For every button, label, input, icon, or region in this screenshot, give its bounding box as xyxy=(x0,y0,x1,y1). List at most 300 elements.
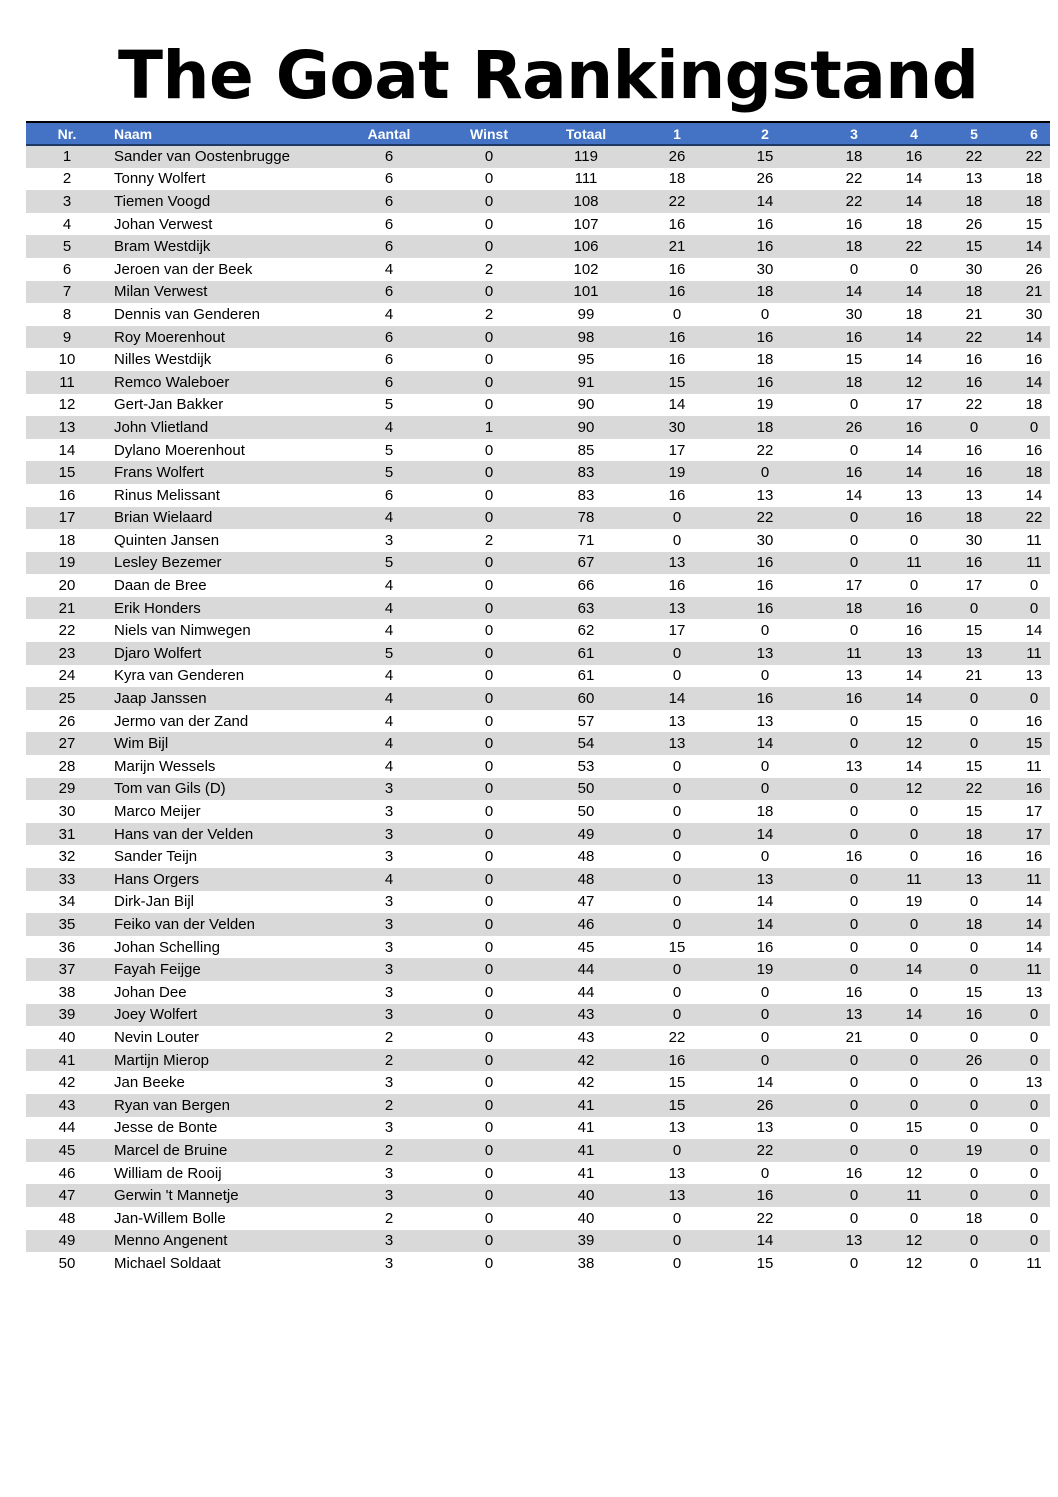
table-row xyxy=(26,597,1050,620)
cell-winst: 0 xyxy=(484,464,494,482)
cell-round-1: 13 xyxy=(668,1164,686,1182)
cell-naam: Niels van Nimwegen xyxy=(114,622,251,640)
cell-round-4: 12 xyxy=(905,780,923,798)
cell-round-6: 17 xyxy=(1025,803,1043,821)
cell-round-4: 14 xyxy=(905,441,923,459)
cell-round-2: 14 xyxy=(756,825,774,843)
cell-round-4: 0 xyxy=(909,260,919,278)
table-row xyxy=(26,461,1050,484)
cell-round-5: 15 xyxy=(965,803,983,821)
cell-round-1: 16 xyxy=(668,260,686,278)
cell-naam: Tom van Gils (D) xyxy=(114,780,226,798)
cell-round-1: 22 xyxy=(668,192,686,210)
cell-winst: 0 xyxy=(484,667,494,685)
cell-naam: Jesse de Bonte xyxy=(114,1119,218,1137)
cell-round-3: 0 xyxy=(849,1074,859,1092)
cell-totaal: 106 xyxy=(573,238,599,256)
cell-naam: Remco Waleboer xyxy=(114,373,230,391)
cell-totaal: 45 xyxy=(577,938,595,956)
cell-round-2: 19 xyxy=(756,396,774,414)
cell-aantal: 6 xyxy=(384,283,394,301)
cell-aantal: 3 xyxy=(384,780,394,798)
cell-totaal: 101 xyxy=(573,283,599,301)
cell-round-6: 0 xyxy=(1029,690,1039,708)
cell-winst: 0 xyxy=(484,1254,494,1272)
cell-round-2: 0 xyxy=(760,1051,770,1069)
cell-round-1: 13 xyxy=(668,1119,686,1137)
cell-round-3: 13 xyxy=(845,757,863,775)
cell-round-6: 21 xyxy=(1025,283,1043,301)
cell-nr: 45 xyxy=(58,1141,76,1159)
cell-nr: 21 xyxy=(58,599,76,617)
cell-round-6: 18 xyxy=(1025,396,1043,414)
cell-round-6: 14 xyxy=(1025,938,1043,956)
cell-round-5: 30 xyxy=(965,260,983,278)
cell-aantal: 3 xyxy=(384,848,394,866)
table-row xyxy=(26,710,1050,733)
cell-round-3: 26 xyxy=(845,418,863,436)
cell-round-4: 16 xyxy=(905,148,923,166)
cell-round-6: 26 xyxy=(1025,260,1043,278)
table-row xyxy=(26,348,1050,371)
cell-round-2: 14 xyxy=(756,893,774,911)
cell-aantal: 3 xyxy=(384,1187,394,1205)
cell-round-1: 16 xyxy=(668,1051,686,1069)
table-row xyxy=(26,258,1050,281)
cell-round-1: 13 xyxy=(668,712,686,730)
cell-winst: 0 xyxy=(484,893,494,911)
cell-winst: 0 xyxy=(484,1028,494,1046)
cell-round-5: 22 xyxy=(965,780,983,798)
cell-round-5: 30 xyxy=(965,531,983,549)
cell-winst: 0 xyxy=(484,396,494,414)
cell-totaal: 41 xyxy=(577,1119,595,1137)
cell-round-1: 0 xyxy=(672,870,682,888)
cell-round-3: 16 xyxy=(845,464,863,482)
cell-round-3: 0 xyxy=(849,961,859,979)
column-header-naam: Naam xyxy=(108,122,338,145)
cell-round-4: 16 xyxy=(905,509,923,527)
cell-nr: 27 xyxy=(58,735,76,753)
cell-totaal: 41 xyxy=(577,1096,595,1114)
column-header-winst: Winst xyxy=(440,122,538,145)
cell-round-3: 22 xyxy=(845,192,863,210)
cell-round-4: 0 xyxy=(909,983,919,1001)
cell-round-1: 13 xyxy=(668,735,686,753)
cell-totaal: 50 xyxy=(577,803,595,821)
cell-nr: 16 xyxy=(58,486,76,504)
cell-round-1: 0 xyxy=(672,644,682,662)
cell-totaal: 90 xyxy=(577,396,595,414)
cell-round-4: 0 xyxy=(909,803,919,821)
cell-naam: Dirk-Jan Bijl xyxy=(114,893,195,911)
cell-round-4: 11 xyxy=(906,1187,922,1205)
cell-totaal: 61 xyxy=(577,644,595,662)
cell-winst: 0 xyxy=(484,961,494,979)
cell-nr: 28 xyxy=(58,757,76,775)
cell-totaal: 39 xyxy=(577,1232,595,1250)
cell-totaal: 78 xyxy=(577,509,595,527)
cell-nr: 14 xyxy=(58,441,76,459)
cell-round-6: 16 xyxy=(1025,780,1043,798)
cell-nr: 38 xyxy=(58,983,76,1001)
cell-round-2: 0 xyxy=(760,622,770,640)
cell-round-1: 0 xyxy=(672,915,682,933)
table-row xyxy=(26,574,1050,597)
cell-round-1: 21 xyxy=(668,238,686,256)
cell-round-3: 16 xyxy=(845,215,863,233)
cell-naam: Johan Verwest xyxy=(114,215,213,233)
cell-round-6: 0 xyxy=(1029,599,1039,617)
cell-totaal: 42 xyxy=(577,1051,595,1069)
cell-round-4: 12 xyxy=(905,1232,923,1250)
cell-nr: 40 xyxy=(58,1028,76,1046)
cell-aantal: 4 xyxy=(384,577,394,595)
cell-aantal: 3 xyxy=(384,803,394,821)
cell-round-1: 0 xyxy=(672,1209,682,1227)
cell-aantal: 4 xyxy=(384,757,394,775)
cell-round-4: 18 xyxy=(905,305,923,323)
column-header-round-5: 5 xyxy=(930,122,1018,145)
cell-round-2: 22 xyxy=(756,509,774,527)
cell-nr: 8 xyxy=(62,305,72,323)
cell-round-1: 16 xyxy=(668,215,686,233)
cell-winst: 0 xyxy=(484,1141,494,1159)
cell-naam: Kyra van Genderen xyxy=(114,667,245,685)
cell-round-4: 12 xyxy=(905,373,923,391)
cell-naam: Djaro Wolfert xyxy=(114,644,202,662)
cell-totaal: 47 xyxy=(577,893,595,911)
cell-naam: Jan-Willem Bolle xyxy=(114,1209,226,1227)
cell-nr: 36 xyxy=(58,938,76,956)
cell-round-4: 15 xyxy=(905,712,923,730)
cell-round-2: 30 xyxy=(756,260,774,278)
cell-totaal: 44 xyxy=(577,961,595,979)
cell-round-2: 15 xyxy=(756,1254,774,1272)
table-row xyxy=(26,891,1050,914)
cell-round-4: 14 xyxy=(905,170,923,188)
cell-aantal: 3 xyxy=(384,1006,394,1024)
cell-aantal: 3 xyxy=(384,1074,394,1092)
cell-round-2: 13 xyxy=(756,870,774,888)
cell-round-3: 16 xyxy=(845,983,863,1001)
cell-aantal: 4 xyxy=(384,599,394,617)
cell-round-4: 16 xyxy=(905,418,923,436)
cell-round-3: 13 xyxy=(845,667,863,685)
cell-winst: 0 xyxy=(484,825,494,843)
cell-naam: Hans van der Velden xyxy=(114,825,254,843)
cell-totaal: 99 xyxy=(577,305,595,323)
cell-round-1: 15 xyxy=(668,373,686,391)
cell-aantal: 5 xyxy=(384,441,394,459)
cell-winst: 0 xyxy=(484,215,494,233)
cell-round-6: 17 xyxy=(1025,825,1043,843)
cell-round-3: 0 xyxy=(849,622,859,640)
cell-round-4: 18 xyxy=(905,215,923,233)
cell-round-1: 15 xyxy=(668,1096,686,1114)
cell-round-2: 18 xyxy=(756,418,774,436)
cell-totaal: 91 xyxy=(577,373,595,391)
cell-nr: 47 xyxy=(58,1187,76,1205)
cell-winst: 0 xyxy=(484,599,494,617)
cell-round-1: 17 xyxy=(668,441,686,459)
table-row xyxy=(26,800,1050,823)
cell-round-2: 16 xyxy=(756,328,774,346)
cell-totaal: 38 xyxy=(577,1254,595,1272)
cell-round-4: 11 xyxy=(906,870,922,888)
cell-nr: 43 xyxy=(58,1096,76,1114)
cell-round-3: 0 xyxy=(849,1187,859,1205)
cell-round-1: 0 xyxy=(672,961,682,979)
cell-winst: 0 xyxy=(484,1209,494,1227)
cell-round-2: 14 xyxy=(756,915,774,933)
cell-round-2: 16 xyxy=(756,690,774,708)
cell-totaal: 71 xyxy=(577,531,595,549)
cell-round-6: 14 xyxy=(1025,373,1043,391)
cell-nr: 41 xyxy=(58,1051,76,1069)
cell-aantal: 4 xyxy=(384,418,394,436)
cell-winst: 0 xyxy=(484,577,494,595)
cell-round-5: 19 xyxy=(965,1141,983,1159)
cell-totaal: 49 xyxy=(577,825,595,843)
cell-round-1: 15 xyxy=(668,938,686,956)
cell-winst: 0 xyxy=(484,328,494,346)
cell-naam: Daan de Bree xyxy=(114,577,207,595)
cell-round-3: 30 xyxy=(845,305,863,323)
cell-nr: 33 xyxy=(58,870,76,888)
cell-round-5: 0 xyxy=(969,712,979,730)
cell-round-3: 0 xyxy=(849,803,859,821)
cell-aantal: 4 xyxy=(384,667,394,685)
cell-winst: 0 xyxy=(484,938,494,956)
cell-aantal: 2 xyxy=(384,1209,394,1227)
cell-round-6: 11 xyxy=(1026,870,1042,888)
table-row xyxy=(26,1094,1050,1117)
cell-aantal: 4 xyxy=(384,260,394,278)
cell-round-4: 12 xyxy=(905,735,923,753)
cell-round-2: 15 xyxy=(756,148,774,166)
cell-round-3: 0 xyxy=(849,531,859,549)
cell-round-3: 0 xyxy=(849,938,859,956)
cell-round-4: 0 xyxy=(909,1096,919,1114)
cell-round-4: 0 xyxy=(909,825,919,843)
cell-round-3: 14 xyxy=(845,486,863,504)
cell-round-6: 0 xyxy=(1029,1006,1039,1024)
cell-totaal: 42 xyxy=(577,1074,595,1092)
cell-totaal: 60 xyxy=(577,690,595,708)
cell-aantal: 2 xyxy=(384,1141,394,1159)
cell-round-6: 0 xyxy=(1029,1209,1039,1227)
table-row xyxy=(26,326,1050,349)
table-row xyxy=(26,303,1050,326)
table-row xyxy=(26,1207,1050,1230)
cell-round-4: 0 xyxy=(909,1074,919,1092)
cell-round-3: 0 xyxy=(849,1141,859,1159)
cell-round-2: 13 xyxy=(756,712,774,730)
cell-aantal: 6 xyxy=(384,215,394,233)
cell-round-1: 0 xyxy=(672,305,682,323)
cell-round-3: 21 xyxy=(845,1028,863,1046)
cell-round-5: 0 xyxy=(969,1028,979,1046)
cell-aantal: 3 xyxy=(384,1232,394,1250)
cell-winst: 0 xyxy=(484,803,494,821)
table-row xyxy=(26,823,1050,846)
cell-totaal: 108 xyxy=(573,192,599,210)
cell-round-2: 13 xyxy=(756,644,774,662)
cell-winst: 0 xyxy=(484,1051,494,1069)
cell-round-2: 26 xyxy=(756,170,774,188)
cell-aantal: 4 xyxy=(384,305,394,323)
cell-nr: 11 xyxy=(59,373,75,391)
cell-round-5: 22 xyxy=(965,148,983,166)
cell-aantal: 6 xyxy=(384,351,394,369)
cell-naam: Jaap Janssen xyxy=(114,690,207,708)
cell-totaal: 40 xyxy=(577,1187,595,1205)
cell-round-3: 17 xyxy=(845,577,863,595)
cell-round-5: 21 xyxy=(965,667,983,685)
cell-totaal: 67 xyxy=(577,554,595,572)
table-row xyxy=(26,1230,1050,1253)
cell-round-2: 16 xyxy=(756,373,774,391)
cell-round-5: 15 xyxy=(965,983,983,1001)
cell-round-4: 14 xyxy=(905,328,923,346)
table-row xyxy=(26,1252,1050,1275)
cell-aantal: 6 xyxy=(384,148,394,166)
cell-round-2: 0 xyxy=(760,1164,770,1182)
cell-nr: 31 xyxy=(58,825,76,843)
cell-round-5: 0 xyxy=(969,690,979,708)
cell-aantal: 3 xyxy=(384,915,394,933)
cell-naam: Hans Orgers xyxy=(114,870,200,888)
cell-round-4: 13 xyxy=(905,486,923,504)
column-header-nr: Nr. xyxy=(26,122,108,145)
cell-naam: Frans Wolfert xyxy=(114,464,204,482)
cell-nr: 22 xyxy=(58,622,76,640)
cell-winst: 0 xyxy=(484,1074,494,1092)
cell-totaal: 50 xyxy=(577,780,595,798)
cell-aantal: 3 xyxy=(384,1119,394,1137)
cell-round-4: 0 xyxy=(909,1209,919,1227)
cell-aantal: 3 xyxy=(384,893,394,911)
cell-winst: 0 xyxy=(484,486,494,504)
cell-round-5: 16 xyxy=(965,441,983,459)
cell-totaal: 62 xyxy=(577,622,595,640)
cell-round-5: 0 xyxy=(969,599,979,617)
cell-round-3: 15 xyxy=(845,351,863,369)
cell-winst: 0 xyxy=(484,170,494,188)
cell-round-1: 0 xyxy=(672,757,682,775)
cell-round-2: 16 xyxy=(756,599,774,617)
cell-winst: 0 xyxy=(484,554,494,572)
cell-round-2: 14 xyxy=(756,1074,774,1092)
table-row xyxy=(26,281,1050,304)
cell-nr: 24 xyxy=(58,667,76,685)
cell-round-3: 0 xyxy=(849,441,859,459)
table-row xyxy=(26,868,1050,891)
cell-round-6: 14 xyxy=(1025,486,1043,504)
cell-winst: 0 xyxy=(484,1187,494,1205)
cell-naam: Marcel de Bruine xyxy=(114,1141,228,1159)
cell-round-6: 14 xyxy=(1025,893,1043,911)
cell-round-4: 14 xyxy=(905,351,923,369)
cell-round-5: 26 xyxy=(965,215,983,233)
cell-nr: 30 xyxy=(58,803,76,821)
cell-naam: John Vlietland xyxy=(114,418,209,436)
table-row xyxy=(26,958,1050,981)
cell-totaal: 48 xyxy=(577,848,595,866)
cell-round-4: 14 xyxy=(905,757,923,775)
cell-round-5: 22 xyxy=(965,328,983,346)
cell-aantal: 2 xyxy=(384,1096,394,1114)
cell-round-6: 13 xyxy=(1025,667,1043,685)
cell-round-2: 16 xyxy=(756,238,774,256)
cell-round-2: 16 xyxy=(756,554,774,572)
cell-totaal: 83 xyxy=(577,464,595,482)
cell-round-6: 11 xyxy=(1026,757,1042,775)
cell-round-3: 13 xyxy=(845,1232,863,1250)
cell-round-5: 16 xyxy=(965,464,983,482)
column-header-round-4: 4 xyxy=(898,122,930,145)
cell-round-2: 0 xyxy=(760,780,770,798)
cell-round-6: 0 xyxy=(1029,577,1039,595)
cell-round-5: 15 xyxy=(965,238,983,256)
cell-aantal: 3 xyxy=(384,961,394,979)
cell-naam: Tiemen Voogd xyxy=(114,192,211,210)
cell-round-5: 0 xyxy=(969,938,979,956)
cell-round-6: 15 xyxy=(1025,735,1043,753)
cell-nr: 37 xyxy=(58,961,76,979)
cell-round-6: 18 xyxy=(1025,170,1043,188)
cell-round-2: 16 xyxy=(756,577,774,595)
cell-aantal: 6 xyxy=(384,486,394,504)
cell-round-1: 0 xyxy=(672,1141,682,1159)
cell-round-3: 0 xyxy=(849,260,859,278)
cell-round-2: 18 xyxy=(756,351,774,369)
cell-round-3: 0 xyxy=(849,712,859,730)
table-row xyxy=(26,439,1050,462)
cell-round-2: 18 xyxy=(756,803,774,821)
cell-round-3: 13 xyxy=(845,1006,863,1024)
cell-naam: Wim Bijl xyxy=(114,735,169,753)
table-row xyxy=(26,1049,1050,1072)
table-row xyxy=(26,1026,1050,1049)
cell-winst: 0 xyxy=(484,351,494,369)
cell-totaal: 95 xyxy=(577,351,595,369)
cell-round-1: 16 xyxy=(668,351,686,369)
cell-aantal: 4 xyxy=(384,509,394,527)
cell-round-6: 18 xyxy=(1025,192,1043,210)
cell-naam: Martijn Mierop xyxy=(114,1051,210,1069)
cell-round-1: 0 xyxy=(672,1006,682,1024)
cell-round-6: 11 xyxy=(1026,644,1042,662)
cell-round-2: 0 xyxy=(760,305,770,323)
cell-nr: 6 xyxy=(62,260,72,278)
cell-round-2: 26 xyxy=(756,1096,774,1114)
cell-round-4: 0 xyxy=(909,1051,919,1069)
cell-round-2: 0 xyxy=(760,983,770,1001)
cell-nr: 5 xyxy=(62,238,72,256)
cell-round-5: 0 xyxy=(969,418,979,436)
cell-naam: Tonny Wolfert xyxy=(114,170,206,188)
cell-round-1: 13 xyxy=(668,599,686,617)
cell-round-6: 14 xyxy=(1025,622,1043,640)
cell-winst: 0 xyxy=(484,1164,494,1182)
page-title: The Goat Rankingstand xyxy=(118,37,979,114)
cell-round-6: 16 xyxy=(1025,848,1043,866)
table-row xyxy=(26,687,1050,710)
cell-round-5: 18 xyxy=(965,825,983,843)
cell-naam: Erik Honders xyxy=(114,599,201,617)
